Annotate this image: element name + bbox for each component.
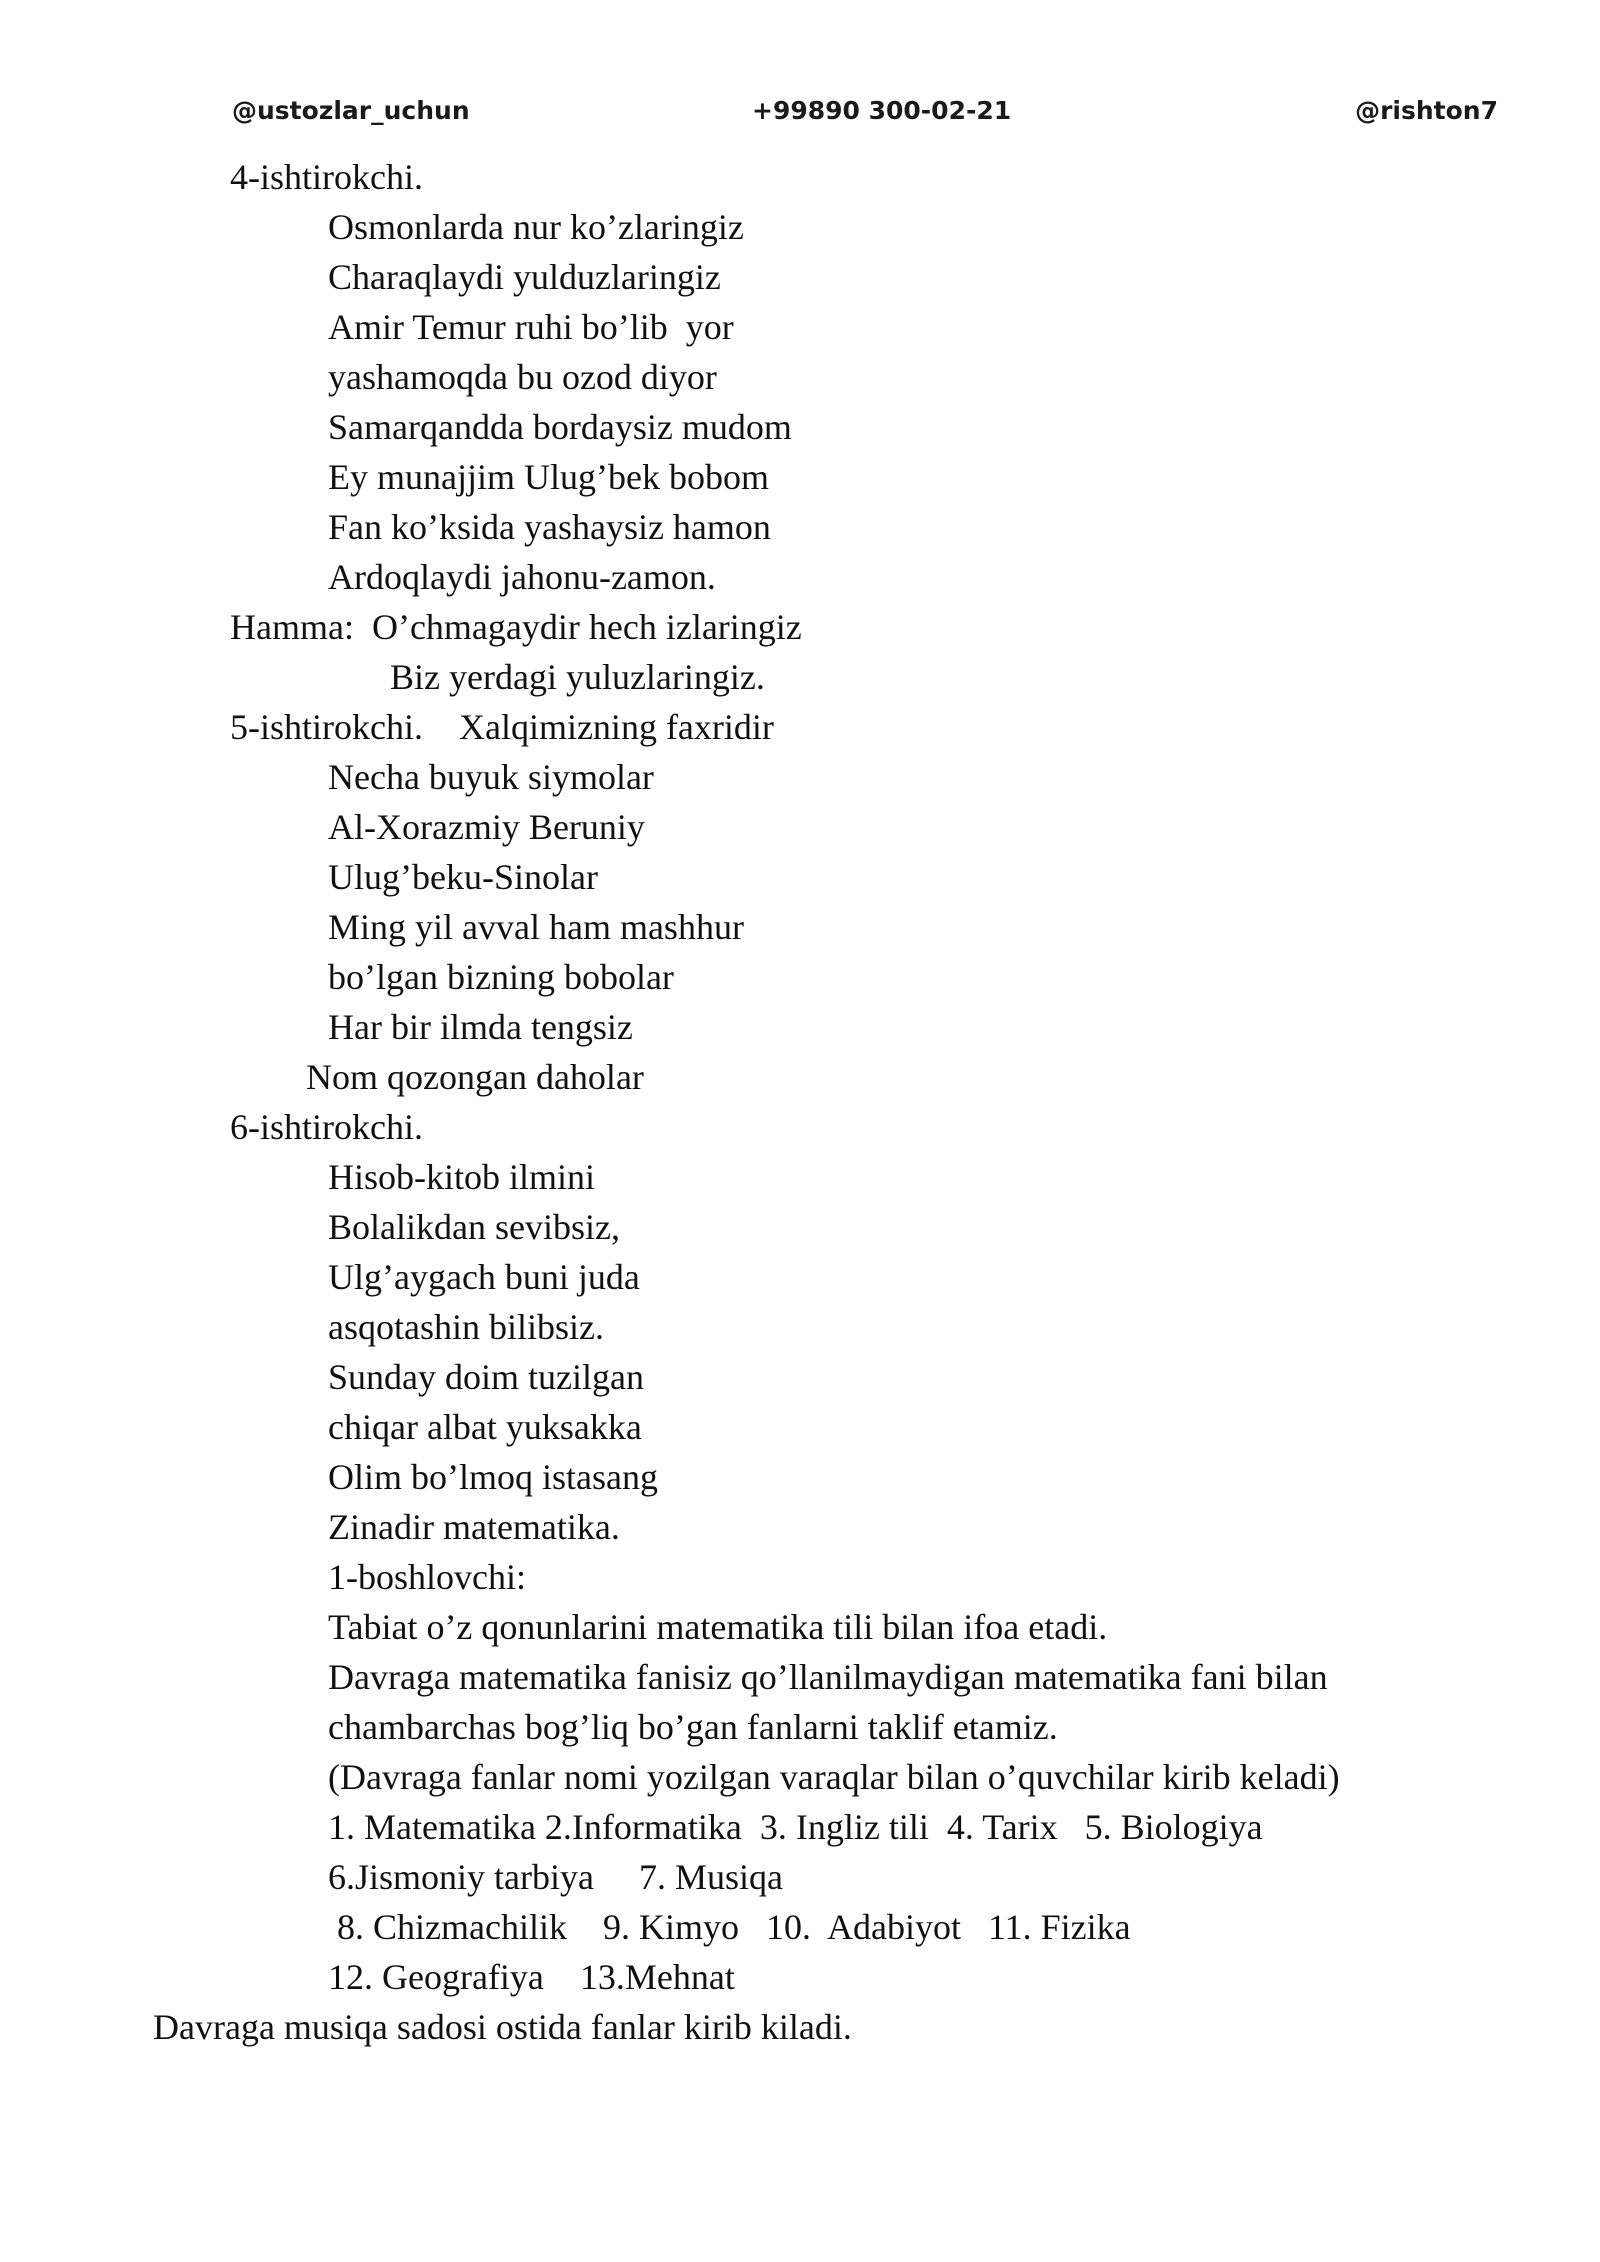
text-line: Osmonlarda nur ko’zlaringiz (328, 207, 744, 247)
text-line: Ming yil avval ham mashhur (328, 907, 744, 947)
text-line: Zinadir matematika. (328, 1507, 620, 1547)
text-line: Amir Temur ruhi bo’lib yor (328, 307, 734, 347)
text-line: chiqar albat yuksakka (328, 1407, 642, 1447)
text-line: 6.Jismoniy tarbiya 7. Musiqa (328, 1857, 783, 1897)
text-line: Davraga matematika fanisiz qo’llanilmaydigan matematika fani bilan (328, 1657, 1328, 1697)
text-line: Ulg’aygach buni juda (328, 1257, 640, 1297)
text-line: 1-boshlovchi: (328, 1557, 526, 1597)
text-line: Fan ko’ksida yashaysiz hamon (328, 507, 771, 547)
text-line: Hisob-kitob ilmini (328, 1157, 596, 1197)
header-left-handle: @ustozlar_uchun (232, 96, 470, 125)
text-line: Ulug’beku-Sinolar (328, 857, 598, 897)
text-line: Hamma: O’chmagaydir hech izlaringiz (230, 607, 802, 647)
text-line: 12. Geografiya 13.Mehnat (328, 1957, 735, 1997)
text-line: Al-Xorazmiy Beruniy (328, 807, 645, 847)
text-line: asqotashin bilibsiz. (328, 1307, 604, 1347)
header-phone-number: +99890 300-02-21 (752, 96, 1012, 125)
text-line: bo’lgan bizning bobolar (328, 957, 674, 997)
header-right-handle: @rishton7 (1355, 96, 1498, 125)
text-line: 4-ishtirokchi. (230, 157, 423, 197)
text-line: 6-ishtirokchi. (230, 1107, 423, 1147)
text-line: Ey munajjim Ulug’bek bobom (328, 457, 769, 497)
text-line: Biz yerdagi yuluzlaringiz. (390, 657, 765, 697)
text-line: Olim bo’lmoq istasang (328, 1457, 658, 1497)
text-line: Har bir ilmda tengsiz (328, 1007, 633, 1047)
text-line: 1. Matematika 2.Informatika 3. Ingliz tili 4. Tarix 5. Biologiya (328, 1807, 1263, 1847)
text-line: 8. Chizmachilik 9. Kimyo 10. Adabiyot 11. Fizika (328, 1907, 1131, 1947)
text-line: Davraga musiqa sadosi ostida fanlar kirib kiladi. (153, 2007, 852, 2047)
text-line: Bolalikdan sevibsiz, (328, 1207, 620, 1247)
document-body (0, 152, 1600, 2052)
text-line: 5-ishtirokchi. Xalqimizning faxridir (230, 707, 774, 747)
text-line: Samarqandda bordaysiz mudom (328, 407, 792, 447)
text-line: Charaqlaydi yulduzlaringiz (328, 257, 721, 297)
text-line: Nom qozongan daholar (306, 1057, 644, 1097)
text-line: (Davraga fanlar nomi yozilgan varaqlar bilan o’quvchilar kirib keladi) (328, 1757, 1340, 1797)
text-line: Sunday doim tuzilgan (328, 1357, 644, 1397)
text-line: Ardoqlaydi jahonu-zamon. (328, 557, 716, 597)
text-line: yashamoqda bu ozod diyor (328, 357, 717, 397)
text-line: Necha buyuk siymolar (328, 757, 654, 797)
page-header (0, 96, 1600, 136)
text-line: Tabiat o’z qonunlarini matematika tili bilan ifoa etadi. (328, 1607, 1108, 1647)
text-line: chambarchas bog’liq bo’gan fanlarni taklif etamiz. (328, 1707, 1058, 1747)
